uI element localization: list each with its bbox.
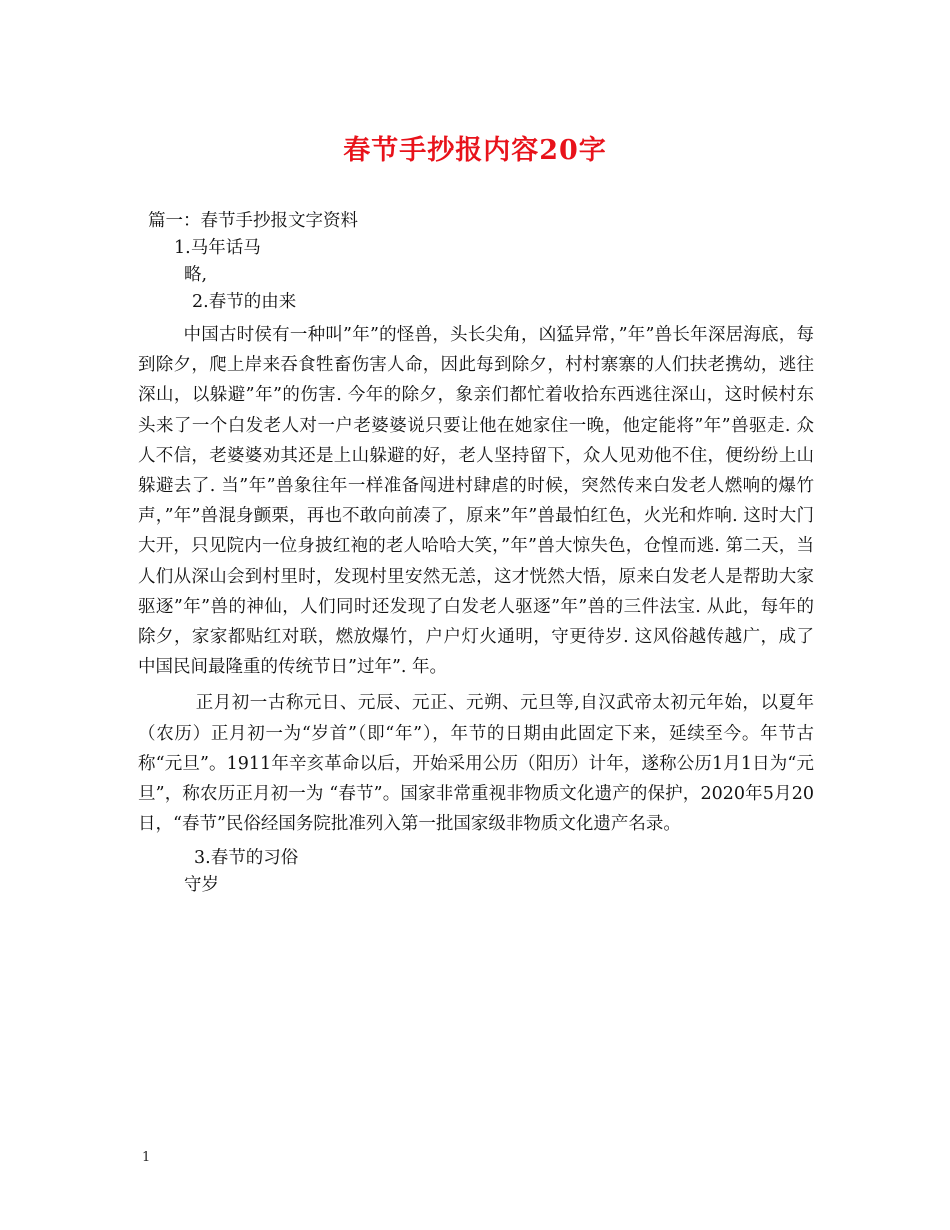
item3-heading: 3.春节的习俗	[194, 848, 299, 869]
page-number: 1	[142, 1150, 151, 1165]
item2-heading: 2.春节的由来	[192, 292, 297, 312]
item1-text: 略,	[184, 265, 208, 285]
document-body	[138, 208, 814, 899]
item1-heading: 1.马年话马	[174, 238, 261, 258]
paragraph-origin: 中国古时侯有一种叫”年”的怪兽，头长尖角，凶猛异常，”年”兽长年深居海底，每到除夕，爬上岸来吞食牲畜伤害人命，因此每到除夕，村村寨寨的人们扶老携幼，逃往深山，以躲避”年”的伤害. 今年的除夕，象亲们都忙着收拾东西逃往深山，这时候村东头来了一个白发老人对一户老婆婆说只要让他在她家住一晚，他定能将”年”兽驱走. 众人不信，老婆婆劝其还是上山躲避的好，老人坚持留下，众人见劝他不住，便纷纷上山躲避去了. 当”年”兽象往年一样准备闯进村肆虐的时候，突然传来白发老人燃响的爆竹声，”年”兽混身颤栗，再也不敢向前凑了，原来”年”兽最怕红色，火光和炸响. 这时大门大开，只见院内一位身披红袍的老人哈哈大笑，”年”兽大惊失色，仓惶而逃. 第二天，当人们从深山会到村里时，发现村里安然无恙，这才恍然大悟，原来白发老人是帮助大家驱逐”年”兽的神仙，人们同时还发现了白发老人驱逐”年”兽的三件法宝. 从此，每年的除夕，家家都贴红对联，燃放爆竹，户户灯火通明，守更待岁. 这风俗越传越广，成了中国民间最隆重的传统节日”过年”. 年。	[138, 325, 814, 678]
document-title: 春节手抄报内容20字	[343, 135, 607, 166]
paragraph-yuandan: 正月初一古称元日、元辰、元正、元朔、元旦等,自汉武帝太初元年始，以夏年（农历）正月初一为“岁首”（即“年”），年节的日期由此固定下来，延续至今。年节古称“元旦”。1911年辛亥革命以后，开始采用公历（阳历）计年，遂称公历1月1日为“元旦”，称农历正月初一为 “春节”。国家非常重视非物质文化遗产的保护，2020年5月20日，“春节”民俗经国务院批准列入第一批国家级非物质文化遗产名录。	[138, 693, 814, 835]
item3-subheading: 守岁	[184, 875, 219, 896]
section-heading: 篇一：春节手抄报文字资料	[148, 211, 358, 231]
